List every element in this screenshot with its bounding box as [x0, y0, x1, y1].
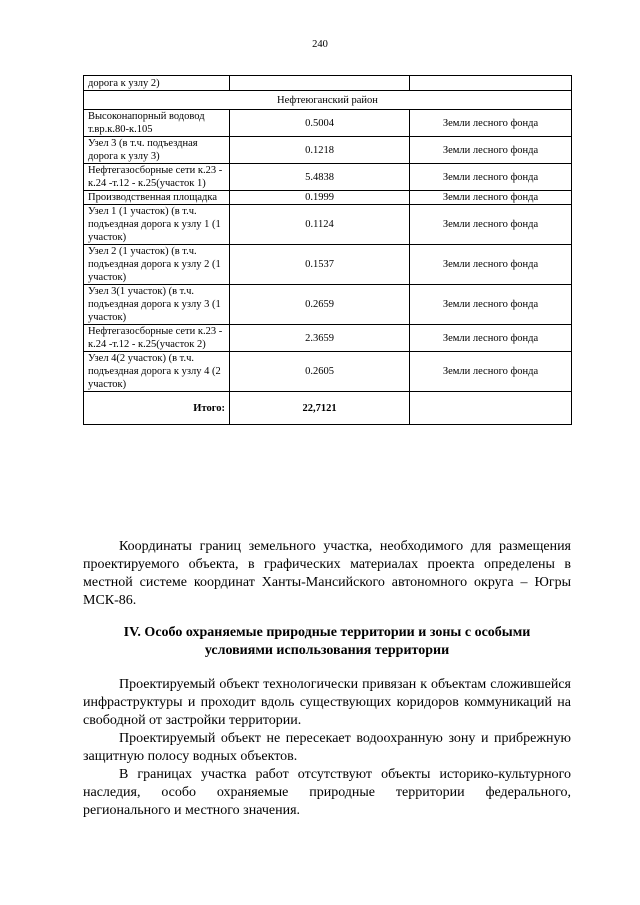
paragraph-infrastructure: Проектируемый объект технологически привязан к объектам сложившейся инфраструктуры и проходит вдоль существующих коридоров коммуникаций на свободной от застройки территории. [83, 677, 571, 728]
total-value: 22,7121 [230, 392, 410, 425]
land-allocation-table [83, 75, 572, 425]
row-category: Земли лесного фонда [410, 245, 572, 285]
total-row [84, 392, 572, 425]
row-name: Высоконапорный водовод т.вр.к.80-к.105 [84, 110, 230, 137]
row-area: 5.4838 [230, 164, 410, 191]
paragraph-water-zone: Проектируемый объект не пересекает водоохранную зону и прибрежную защитную полосу водных объектов. [83, 731, 571, 764]
section-row [84, 91, 572, 110]
row-area: 0.1218 [230, 137, 410, 164]
row-name: Нефтегазосборные сети к.23 - к.24 -т.12 - к.25(участок 1) [84, 164, 230, 191]
table-body [84, 76, 572, 392]
row-area: 2.3659 [230, 325, 410, 352]
row-category: Земли лесного фонда [410, 164, 572, 191]
row-name: Узел 4(2 участок) (в т.ч. подъездная дорога к узлу 4 (2 участок) [84, 352, 230, 392]
total-empty-cell [410, 392, 572, 425]
body-text [83, 676, 571, 820]
row-area: 0.5004 [230, 110, 410, 137]
row-name: Узел 3(1 участок) (в т.ч. подъездная дорога к узлу 3 (1 участок) [84, 285, 230, 325]
section-heading-line-1: IV. Особо охраняемые природные территории и зоны с особыми [123, 625, 531, 640]
row-area: 0.1124 [230, 205, 410, 245]
table-row [84, 205, 572, 245]
row-area [230, 76, 410, 91]
paragraph-heritage: В границах участка работ отсутствуют объекты историко-культурного наследия, особо охраняемые природные территории федерального, регионального и местного значения. [83, 767, 571, 818]
row-name: Производственная площадка [84, 191, 230, 205]
section-heading [83, 624, 571, 660]
table-row [84, 191, 572, 205]
row-category: Земли лесного фонда [410, 205, 572, 245]
table-row [84, 137, 572, 164]
row-category: Земли лесного фонда [410, 285, 572, 325]
row-category: Земли лесного фонда [410, 137, 572, 164]
table-row [84, 110, 572, 137]
page-number: 240 [312, 39, 328, 50]
table-row [84, 164, 572, 191]
row-category: Земли лесного фонда [410, 325, 572, 352]
section-title: Нефтеюганский район [84, 91, 572, 110]
table-row [84, 352, 572, 392]
row-area: 0.2659 [230, 285, 410, 325]
row-name: Узел 2 (1 участок) (в т.ч. подъездная дорога к узлу 2 (1 участок) [84, 245, 230, 285]
row-category: Земли лесного фонда [410, 191, 572, 205]
row-name: Нефтегазосборные сети к.23 - к.24 -т.12 - к.25(участок 2) [84, 325, 230, 352]
row-area: 0.2605 [230, 352, 410, 392]
coordinates-paragraph: Координаты границ земельного участка, необходимого для размещения проектируемого объекта, в графических материалах проекта определены в местной системе координат Ханты-Мансийского автономного округа – Югры МСК-86. [83, 539, 571, 608]
row-name: Узел 1 (1 участок) (в т.ч. подъездная дорога к узлу 1 (1 участок) [84, 205, 230, 245]
section-heading-line-2: условиями использования территории [204, 643, 450, 658]
row-category: Земли лесного фонда [410, 110, 572, 137]
row-name: Узел 3 (в т.ч. подъездная дорога к узлу 3) [84, 137, 230, 164]
total-label: Итого: [84, 392, 230, 425]
table-row [84, 245, 572, 285]
table-row [84, 285, 572, 325]
row-name: дорога к узлу 2) [84, 76, 230, 91]
row-area: 0.1537 [230, 245, 410, 285]
row-category: Земли лесного фонда [410, 352, 572, 392]
table-row [84, 325, 572, 352]
table-row [84, 76, 572, 91]
row-category [410, 76, 572, 91]
row-area: 0.1999 [230, 191, 410, 205]
